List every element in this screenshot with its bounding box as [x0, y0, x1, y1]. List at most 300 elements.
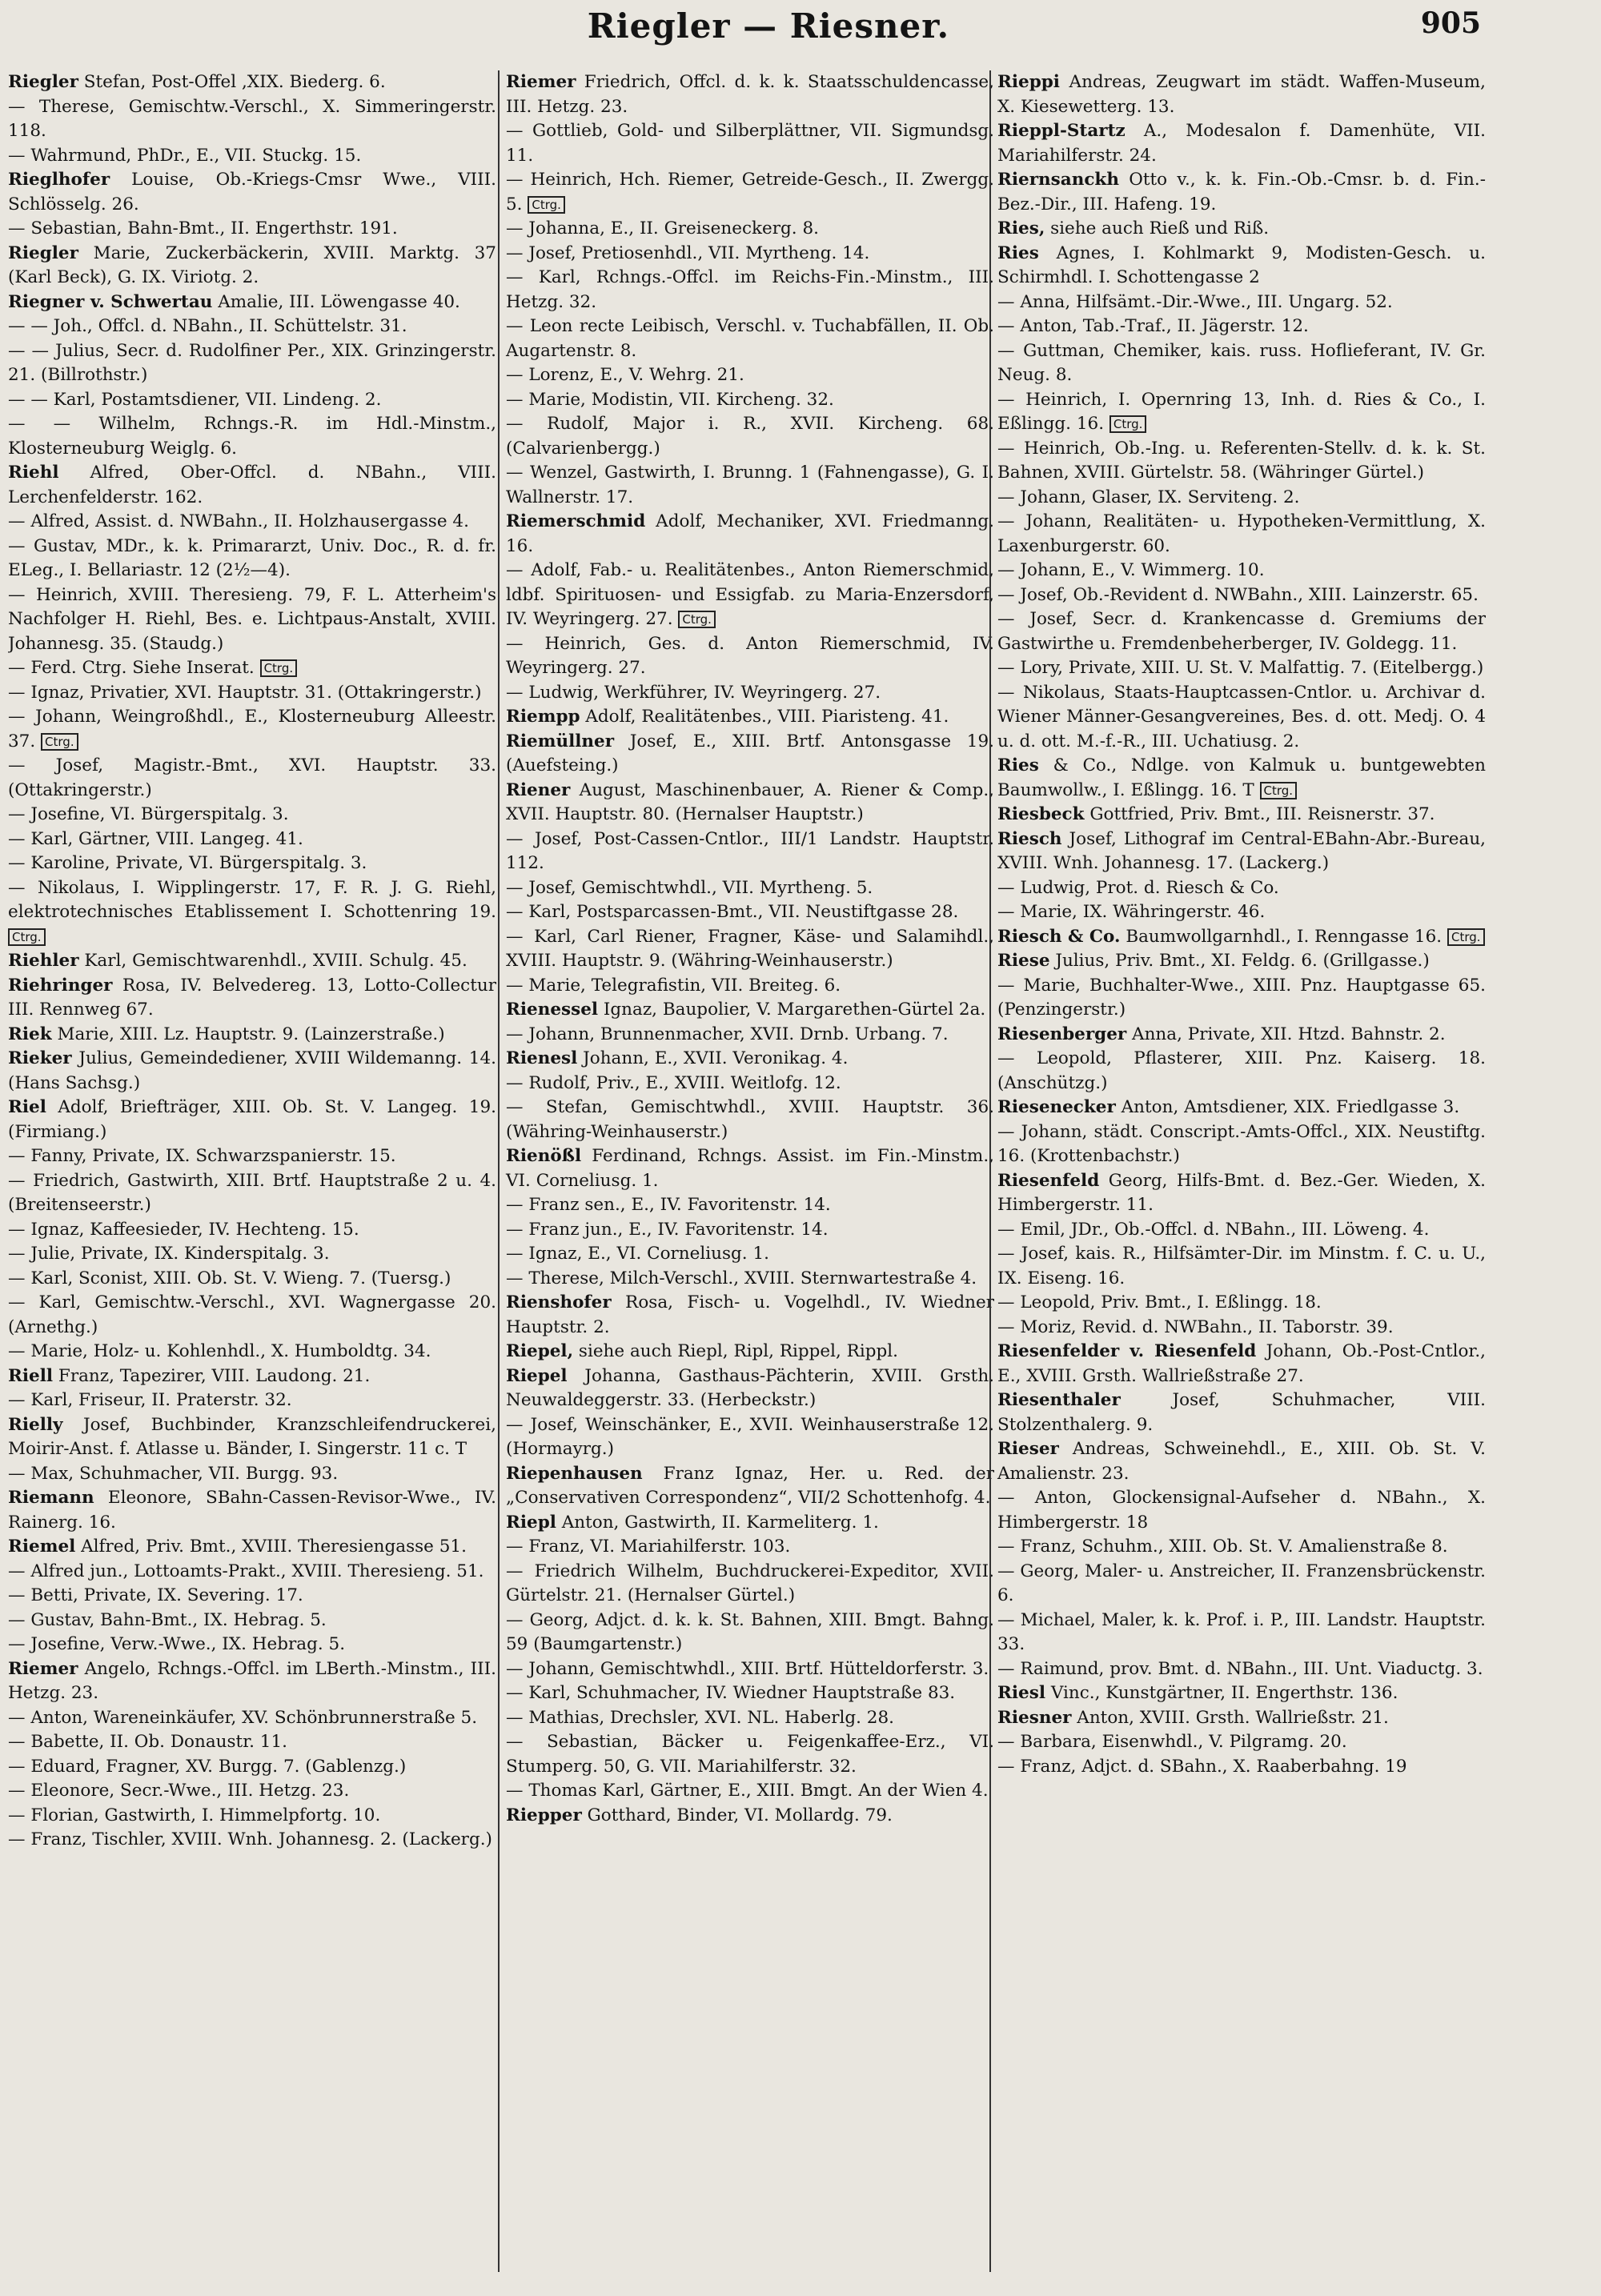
directory-entry [997, 1047, 1486, 1096]
directory-entry [506, 730, 994, 779]
directory-entry [506, 70, 994, 119]
page-number: 905 [1420, 6, 1481, 40]
directory-entry [997, 291, 1486, 315]
entry-text: — Franz, Schuhm., XIII. Ob. St. V. Amalienstraße 8. [997, 1537, 1448, 1557]
directory-entry [997, 217, 1486, 242]
entry-text: — Stefan, Gemischtwhdl., XVIII. Hauptstr. 36. (Währing-Weinhauserstr.) [506, 1097, 994, 1142]
entry-text: — Ludwig, Werkführer, IV. Weyringerg. 27. [506, 682, 881, 703]
entry-surname: Riehler [8, 951, 79, 971]
entry-text: — Karl, Sconist, XIII. Ob. St. V. Wieng. 7. (Tuersg.) [8, 1268, 451, 1288]
entry-text: — Florian, Gastwirth, I. Himmelpfortg. 10. [8, 1805, 381, 1825]
entry-text: — Johann, städt. Conscript.-Amts-Offcl., XIX. Neustiftg. 16. (Krottenbachstr.) [997, 1121, 1486, 1166]
directory-entry [8, 851, 496, 876]
directory-entry [997, 803, 1486, 827]
entry-text: — Josef, Secr. d. Krankencasse d. Gremiums der Gastwirthe u. Fremdenbeherberger, IV. Goldegg. 11. [997, 609, 1486, 654]
entry-text: — Ludwig, Prot. d. Riesch & Co. [997, 877, 1279, 898]
entry-surname: Riel [8, 1097, 46, 1117]
entry-text: — Marie, Modistin, VII. Kircheng. 32. [506, 389, 834, 410]
entry-text: Josef, E., XIII. Brtf. Antonsgasse 19. (Auefsteing.) [506, 731, 994, 775]
directory-entry [506, 168, 994, 217]
directory-entry [506, 876, 994, 901]
entry-text: — Gottlieb, Gold- und Silberplättner, VII. Sigmundsg. 11. [506, 121, 994, 166]
entry-text: — Sebastian, Bäcker u. Feigenkaffee-Erz., VI. Stumperg. 50, G. VII. Mariahilferstr. 32. [506, 1732, 994, 1777]
directory-entry [8, 1242, 496, 1267]
entry-text: — Franz sen., E., IV. Favoritenstr. 14. [506, 1195, 831, 1215]
entry-surname: Rieglhofer [8, 170, 110, 190]
entry-text: Louise, Ob.-Kriegs-Cmsr Wwe., VIII. Schlösselg. 26. [8, 170, 496, 214]
entry-surname: Riemann [8, 1488, 94, 1508]
entry-text: — Franz, VI. Mariahilferstr. 103. [506, 1537, 791, 1557]
entry-surname: Riemer [8, 1658, 78, 1679]
entry-text: — Fanny, Private, IX. Schwarzspanierstr. 15. [8, 1146, 396, 1166]
entry-text: — Thomas Karl, Gärtner, E., XIII. Bmgt. An der Wien 4. [506, 1781, 989, 1801]
entry-text: — Eleonore, Secr.-Wwe., III. Hetzg. 23. [8, 1781, 350, 1801]
directory-entry [997, 1023, 1486, 1048]
entry-text: Andreas, Schweinehdl., E., XIII. Ob. St. V. Amalienstr. 23. [997, 1439, 1486, 1484]
entry-text: — Josef, Gemischtwhdl., VII. Myrtheng. 5. [506, 877, 873, 898]
directory-entry [997, 1657, 1486, 1682]
directory-entry [997, 119, 1486, 168]
directory-entry [8, 705, 496, 754]
entry-text: — Heinrich, Ges. d. Anton Riemerschmid, IV. Weyringerg. 27. [506, 633, 994, 678]
entry-text: Anton, Amtsdiener, XIX. Friedlgasse 3. [1115, 1097, 1460, 1117]
entry-text: Rosa, Fisch- u. Vogelhdl., IV. Wiedner Hauptstr. 2. [506, 1292, 994, 1337]
directory-entry [8, 1486, 496, 1535]
entry-surname: Riesenfelder v. Riesenfeld [997, 1341, 1257, 1361]
entry-text: Marie, XIII. Lz. Hauptstr. 9. (Lainzerstraße.) [51, 1024, 445, 1044]
directory-entry [8, 656, 496, 681]
directory-entry [506, 1242, 994, 1267]
directory-entry [8, 1267, 496, 1292]
directory-entry [506, 925, 994, 974]
entry-surname: Riesch & Co. [997, 926, 1121, 947]
directory-entry [997, 1388, 1486, 1437]
entry-surname: Rienessel [506, 1000, 599, 1020]
entry-text: — — Wilhelm, Rchngs.-R. im Hdl.-Minstm., Klosterneuburg Weiglg. 6. [8, 414, 496, 459]
directory-entry [8, 70, 496, 95]
entry-text: — Johann, Brunnenmacher, XVII. Drnb. Urbang. 7. [506, 1024, 949, 1044]
entry-surname: Riesenberger [997, 1024, 1127, 1044]
directory-entry [506, 705, 994, 730]
directory-entry [506, 461, 994, 510]
entry-text: — Heinrich, Ob.-Ing. u. Referenten-Stellv. d. k. k. St. Bahnen, XVIII. Gürtelstr. 58. (Währinger Gürtel.) [997, 438, 1486, 483]
ctrg-badge: Ctrg. [8, 928, 46, 946]
entry-text: — Johann, Weingroßhdl., E., Klosterneuburg Alleestr. 37. [8, 707, 496, 751]
entry-text: Josef, Buchbinder, Kranzschleifendruckerei, Moirir-Anst. f. Atlasse u. Bänder, I. Singerstr. 11 c. T [8, 1414, 496, 1459]
directory-entry [8, 242, 496, 291]
entry-surname: Riepenhausen [506, 1463, 643, 1484]
directory-entry [8, 1388, 496, 1413]
directory-entry [8, 1364, 496, 1389]
entry-text: — Gustav, MDr., k. k. Primararzt, Univ. Doc., R. d. fr. ELeg., I. Bellariastr. 12 (2½—4). [8, 535, 496, 580]
directory-entry [506, 1047, 994, 1072]
directory-entry [997, 876, 1486, 901]
entry-text: — Karl, Friseur, II. Praterstr. 32. [8, 1390, 292, 1410]
directory-entry [997, 70, 1486, 119]
directory-entry [8, 291, 496, 315]
entry-text: — Heinrich, Hch. Riemer, Getreide-Gesch., II. Zwergg. 5. [506, 170, 994, 214]
entry-text: — Karl, Postsparcassen-Bmt., VII. Neustiftgasse 28. [506, 902, 959, 922]
directory-entry [997, 510, 1486, 559]
directory-entry [8, 1096, 496, 1144]
entry-text: — Rudolf, Major i. R., XVII. Kircheng. 68. (Calvarienbergg.) [506, 414, 994, 459]
directory-entry [997, 315, 1486, 339]
entry-text: Anton, XVIII. Grsth. Wallrießstr. 21. [1071, 1707, 1389, 1728]
entry-text: Andreas, Zeugwart im städt. Waffen-Museum, X. Kiesewetterg. 13. [997, 72, 1486, 117]
directory-entry [506, 388, 994, 413]
directory-entry [506, 119, 994, 168]
entry-text: — — Joh., Offcl. d. NBahn., II. Schüttelstr. 31. [8, 316, 407, 336]
directory-entry [8, 1657, 496, 1706]
entry-text: — Josef, Ob.-Revident d. NWBahn., XIII. Lainzerstr. 65. [997, 584, 1479, 605]
entry-text: Adolf, Realitätenbes., VIII. Piaristeng. 41. [580, 707, 949, 727]
entry-text: Johann, Ob.-Post-Cntlor., E., XVIII. Grsth. Wallrießstraße 27. [997, 1341, 1486, 1386]
directory-entry [8, 1755, 496, 1780]
directory-entry [506, 1804, 994, 1829]
entry-text: Friedrich, Offcl. d. k. k. Staatsschuldencasse, III. Hetzg. 23. [506, 72, 994, 117]
directory-entry [506, 1364, 994, 1413]
entry-surname: Riesner [997, 1707, 1072, 1728]
directory-entry [997, 681, 1486, 755]
directory-entry [506, 1511, 994, 1536]
entry-surname: Riesenecker [997, 1097, 1116, 1117]
entry-text: Franz, Tapezirer, VIII. Laudong. 21. [53, 1365, 371, 1386]
entry-surname: Riesbeck [997, 804, 1085, 824]
entry-text: — Franz, Adjct. d. SBahn., X. Raaberbahng. 19 [997, 1756, 1407, 1777]
directory-entry [997, 1486, 1486, 1535]
directory-entry [997, 1437, 1486, 1486]
entry-text: — Leopold, Pflasterer, XIII. Pnz. Kaiserg. 18. (Anschützg.) [997, 1048, 1486, 1093]
entry-text: — Marie, Buchhalter-Wwe., XIII. Pnz. Hauptgasse 65. (Penzingerstr.) [997, 975, 1486, 1020]
directory-entry [997, 1169, 1486, 1218]
directory-entry [506, 1023, 994, 1048]
entry-text: — Marie, IX. Währingerstr. 46. [997, 902, 1266, 922]
entry-text: — Julie, Private, IX. Kinderspitalg. 3. [8, 1244, 330, 1264]
entry-text: — Adolf, Fab.- u. Realitätenbes., Anton Riemerschmid, ldbf. Spirituosen- und Essigfab. zu Maria-Enzersdorf, IV. Weyringerg. 27. [506, 560, 994, 629]
entry-surname: Riegler [8, 72, 78, 92]
entry-text: — Karoline, Private, VI. Bürgerspitalg. 3. [8, 853, 367, 873]
directory-entry [997, 388, 1486, 437]
entry-text: — Georg, Maler- u. Anstreicher, II. Franzensbrückenstr. 6. [997, 1561, 1486, 1605]
entry-text: — Gustav, Bahn-Bmt., IX. Hebrag. 5. [8, 1609, 327, 1630]
directory-entry [997, 925, 1486, 950]
ctrg-badge: Ctrg. [528, 196, 565, 214]
directory-entry [997, 1096, 1486, 1120]
entry-surname: Riemel [8, 1537, 76, 1557]
directory-entry [506, 1462, 994, 1511]
column-2 [498, 70, 994, 2272]
entry-text: — Anton, Wareneinkäufer, XV. Schönbrunnerstraße 5. [8, 1707, 478, 1728]
entry-text: Alfred, Priv. Bmt., XVIII. Theresiengasse 51. [75, 1537, 467, 1557]
entry-text: — Wenzel, Gastwirth, I. Brunng. 1 (Fahnengasse), G. I. Wallnerstr. 17. [506, 463, 994, 507]
entry-text: — Babette, II. Ob. Donaustr. 11. [8, 1732, 287, 1752]
directory-entry [8, 339, 496, 388]
directory-entry [8, 510, 496, 535]
entry-surname: Riempp [506, 707, 580, 727]
directory-entry [506, 974, 994, 999]
directory-entry [506, 1340, 994, 1364]
entry-surname: Riepl [506, 1512, 556, 1533]
directory-entry [997, 827, 1486, 876]
directory-entry [8, 1169, 496, 1218]
entry-surname: Rienößl [506, 1146, 582, 1166]
entry-text: Johann, E., XVII. Veronikag. 4. [577, 1048, 849, 1068]
entry-text: — Barbara, Eisenwhdl., V. Pilgramg. 20. [997, 1732, 1347, 1752]
directory-entry [997, 168, 1486, 217]
entry-text: — Josef, Pretiosenhdl., VII. Myrtheng. 14. [506, 242, 870, 263]
entry-text: Franz Ignaz, Her. u. Red. der „Conservativen Correspondenz“, VII/2 Schottenhofg. 4. [506, 1463, 994, 1508]
entry-surname: Riegler [8, 242, 78, 263]
directory-entry [997, 974, 1486, 1023]
directory-entry [506, 900, 994, 925]
entry-text: — Karl, Gärtner, VIII. Langeg. 41. [8, 828, 303, 849]
directory-entry [997, 1706, 1486, 1731]
directory-entry [8, 1291, 496, 1340]
entry-text: — Moriz, Revid. d. NWBahn., II. Taborstr. 39. [997, 1316, 1394, 1337]
directory-entry [506, 1413, 994, 1462]
entry-text: — Josef, Magistr.-Bmt., XVI. Hauptstr. 33. (Ottakringerstr.) [8, 755, 496, 800]
entry-text: — Emil, JDr., Ob.-Offcl. d. NBahn., III. Löweng. 4. [997, 1219, 1430, 1240]
directory-entry [8, 1218, 496, 1243]
entry-surname: Riegner v. Schwertau [8, 291, 213, 312]
directory-entry [8, 1609, 496, 1633]
entry-text: Angelo, Rchngs.-Offcl. im LBerth.-Minstm., III. Hetzg. 23. [8, 1658, 496, 1703]
column-1 [8, 70, 496, 2272]
entry-text: — Ignaz, E., VI. Corneliusg. 1. [506, 1244, 769, 1264]
entry-text: — Franz, Tischler, XVIII. Wnh. Johannesg. 2. (Lackerg.) [8, 1829, 492, 1849]
directory-entry [8, 217, 496, 242]
entry-text: — Heinrich, XVIII. Theresieng. 79, F. L. Atterheim's Nachfolger H. Riehl, Bes. e. Lichtpaus-Anstalt, XVIII. Johannesg. 35. (Staudg.) [8, 584, 496, 654]
entry-text: — Mathias, Drechsler, XVI. NL. Haberlg. 28. [506, 1707, 894, 1728]
entry-surname: Rieppi [997, 72, 1060, 92]
entry-text: — Marie, Telegrafistin, VII. Breiteg. 6. [506, 975, 841, 996]
directory-entry [506, 1218, 994, 1243]
directory-entry [997, 900, 1486, 925]
directory-entry [506, 1706, 994, 1731]
entry-text: — Wahrmund, PhDr., E., VII. Stuckg. 15. [8, 145, 362, 166]
entry-text: Gotthard, Binder, VI. Mollardg. 79. [581, 1805, 893, 1825]
entry-text: August, Maschinenbauer, A. Riener & Comp., XVII. Hauptstr. 80. (Hernalser Hauptstr.) [506, 779, 994, 824]
directory-entry [506, 779, 994, 827]
directory-entry [8, 1633, 496, 1657]
directory-entry [506, 998, 994, 1023]
entry-text: Marie, Zuckerbäckerin, XVIII. Marktg. 37 (Karl Beck), G. IX. Viriotg. 2. [8, 242, 496, 287]
entry-text: — Sebastian, Bahn-Bmt., II. Engerthstr. 191. [8, 218, 398, 238]
entry-text: — Leopold, Priv. Bmt., I. Eßlingg. 18. [997, 1292, 1322, 1312]
directory-entry [506, 1730, 994, 1779]
entry-surname: Riemer [506, 72, 576, 92]
directory-entry [8, 1462, 496, 1487]
entry-text: — Georg, Adjct. d. k. k. St. Bahnen, XIII. Bmgt. Bahng. 59 (Baumgartenstr.) [506, 1609, 994, 1654]
directory-entry [8, 168, 496, 217]
directory-entry [8, 1144, 496, 1169]
directory-entry [8, 95, 496, 144]
entry-text: — Johann, Glaser, IX. Serviteng. 2. [997, 487, 1300, 507]
entry-text: — Nikolaus, Staats-Hauptcassen-Cntlor. u. Archivar d. Wiener Männer-Gesangvereines, Bes. d. ott. Medj. O. 4 u. d. ott. M.-f.-R., III. Uchatiusg. 2. [997, 682, 1486, 751]
entry-text: — Johanna, E., II. Greiseneckerg. 8. [506, 218, 819, 238]
directory-entry [506, 1072, 994, 1096]
entry-surname: Riepper [506, 1805, 582, 1825]
directory-entry [8, 1804, 496, 1829]
directory-entry [506, 1267, 994, 1292]
directory-entry [8, 876, 496, 950]
entry-surname: Riese [997, 951, 1050, 971]
entry-surname: Rienshofer [506, 1292, 612, 1312]
entry-text: — Max, Schuhmacher, VII. Burgg. 93. [8, 1463, 339, 1484]
entry-surname: Riepel, [506, 1341, 574, 1361]
directory-entry [8, 388, 496, 413]
entry-surname: Riernsanckh [997, 170, 1119, 190]
entry-surname: Riehringer [8, 975, 113, 996]
entry-text: — Friedrich Wilhelm, Buchdruckerei-Expeditor, XVII. Gürtelstr. 21. (Hernalser Gürtel.) [506, 1561, 994, 1605]
directory-entry [506, 1681, 994, 1706]
entry-surname: Rienesl [506, 1048, 578, 1068]
entry-text: Amalie, III. Löwengasse 40. [212, 291, 460, 312]
directory-entry [997, 437, 1486, 486]
entry-surname: Rieker [8, 1048, 72, 1068]
entry-text: A., Modesalon f. Damenhüte, VII. Mariahilferstr. 24. [997, 121, 1486, 166]
directory-entry [997, 1535, 1486, 1560]
entry-text: Vinc., Kunstgärtner, II. Engerthstr. 136. [1045, 1683, 1398, 1703]
directory-entry [8, 1560, 496, 1585]
entry-text: Eleonore, SBahn-Cassen-Revisor-Wwe., IV. Rainerg. 16. [8, 1488, 496, 1533]
entry-text: — Raimund, prov. Bmt. d. NBahn., III. Unt. Viaductg. 3. [997, 1658, 1483, 1679]
entry-text: — Marie, Holz- u. Kohlenhdl., X. Humboldtg. 34. [8, 1341, 431, 1361]
entry-text: Julius, Gemeindediener, XVIII Wildemanng. 14. (Hans Sachsg.) [8, 1048, 496, 1093]
directory-entry [506, 1609, 994, 1657]
directory-entry [8, 1535, 496, 1560]
entry-surname: Ries, [997, 218, 1045, 238]
directory-entry [997, 1560, 1486, 1609]
entry-text: Baumwollgarnhdl., I. Renngasse 16. [1120, 926, 1443, 947]
directory-entry [506, 681, 994, 706]
directory-entry [8, 754, 496, 803]
entry-text: — Ignaz, Privatier, XVI. Hauptstr. 31. (Ottakringerstr.) [8, 682, 482, 703]
entry-text: — Alfred jun., Lottoamts-Prakt., XVIII. Theresieng. 51. [8, 1561, 484, 1581]
entry-text: — Josef, Post-Cassen-Cntlor., III/1 Landstr. Hauptstr. 112. [506, 828, 994, 873]
entry-surname: Riesenfeld [997, 1170, 1100, 1191]
entry-text: — Johann, Realitäten- u. Hypotheken-Vermittlung, X. Laxenburgerstr. 60. [997, 511, 1486, 556]
entry-text: Stefan, Post-Offel ,XIX. Biederg. 6. [78, 72, 386, 92]
entry-text: Karl, Gemischtwarenhdl., XVIII. Schulg. 45. [78, 951, 467, 971]
directory-entry [506, 266, 994, 315]
entry-text: — Josef, Weinschänker, E., XVII. Weinhauserstraße 12. (Hormayrg.) [506, 1414, 994, 1459]
entry-text: — Anton, Tab.-Traf., II. Jägerstr. 12. [997, 316, 1309, 336]
directory-entry [997, 1120, 1486, 1169]
entry-text: — Rudolf, Priv., E., XVIII. Weitlofg. 12. [506, 1072, 841, 1093]
directory-entry [8, 949, 496, 974]
directory-entry [506, 217, 994, 242]
directory-entry [997, 1755, 1486, 1780]
directory-entry [8, 1340, 496, 1364]
directory-entry [8, 1706, 496, 1731]
entry-text: Anton, Gastwirth, II. Karmeliterg. 1. [556, 1512, 879, 1533]
directory-entry [506, 1560, 994, 1609]
entry-text: — — Julius, Secr. d. Rudolfiner Per., XIX. Grinzingerstr. 21. (Billrothstr.) [8, 340, 496, 385]
entry-text: — Karl, Carl Riener, Fragner, Käse- und Salamihdl., XVIII. Hauptstr. 9. (Währing-Weinhauserstr.) [506, 926, 994, 971]
ctrg-badge: Ctrg. [678, 611, 716, 628]
entry-surname: Rieppl-Startz [997, 121, 1126, 141]
entry-surname: Riemüllner [506, 731, 615, 751]
entry-text: — Eduard, Fragner, XV. Burgg. 7. (Gablenzg.) [8, 1756, 407, 1777]
entry-text: — Anton, Glockensignal-Aufseher d. NBahn., X. Himbergerstr. 18 [997, 1488, 1486, 1533]
entry-text: — Therese, Milch-Verschl., XVIII. Sternwartestraße 4. [506, 1268, 977, 1288]
entry-text: — Josefine, VI. Bürgerspitalg. 3. [8, 804, 289, 824]
directory-entry [506, 632, 994, 681]
entry-text: — Michael, Maler, k. k. Prof. i. P., III. Landstr. Hauptstr. 33. [997, 1609, 1486, 1654]
entry-text: — Josef, kais. R., Hilfsämter-Dir. im Minstm. f. C. u. U., IX. Eiseng. 16. [997, 1244, 1486, 1288]
directory-entry [506, 827, 994, 876]
entry-surname: Riesch [997, 828, 1062, 849]
ctrg-badge: Ctrg. [41, 733, 78, 751]
entry-text: — Leon recte Leibisch, Verschl. v. Tuchabfällen, II. Ob. Augartenstr. 8. [506, 316, 994, 361]
entry-surname: Riesenthaler [997, 1390, 1121, 1410]
directory-entry [997, 656, 1486, 681]
directory-entry [506, 1657, 994, 1682]
entry-surname: Rieser [997, 1439, 1059, 1459]
directory-entry [8, 1413, 496, 1462]
entry-surname: Riell [8, 1365, 54, 1386]
entry-text: Agnes, I. Kohlmarkt 9, Modisten-Gesch. u. Schirmhdl. I. Schottengasse 2 [997, 242, 1486, 287]
entry-surname: Riepel [506, 1365, 568, 1386]
directory-entry [506, 242, 994, 266]
entry-text: — Alfred, Assist. d. NWBahn., II. Holzhausergasse 4. [8, 511, 469, 531]
directory-entry [506, 559, 994, 632]
directory-entry [506, 363, 994, 388]
ctrg-badge: Ctrg. [1447, 928, 1485, 946]
entry-text: siehe auch Rieß und Riß. [1045, 218, 1270, 238]
directory-entry [997, 339, 1486, 388]
ctrg-badge: Ctrg. [1260, 782, 1298, 799]
entry-text: — Nikolaus, I. Wipplingerstr. 17, F. R. J. G. Riehl, elektrotechnisches Etablissement I. Schottenring 19. [8, 877, 496, 922]
entry-surname: Riener [506, 779, 571, 800]
directory-entry [997, 1340, 1486, 1388]
directory-entry [997, 1609, 1486, 1657]
directory-entry [506, 1535, 994, 1560]
entry-text: — — Karl, Postamtsdiener, VII. Lindeng. 2. [8, 389, 382, 410]
directory-entry [8, 1779, 496, 1804]
entry-text: Georg, Hilfs-Bmt. d. Bez.-Ger. Wieden, X. Himbergerstr. 11. [997, 1170, 1486, 1215]
entry-text: — Karl, Rchngs.-Offcl. im Reichs-Fin.-Minstm., III. Hetzg. 32. [506, 267, 994, 312]
entry-text: — Josefine, Verw.-Wwe., IX. Hebrag. 5. [8, 1634, 346, 1654]
directory-entry [8, 535, 496, 583]
directory-entry [997, 1681, 1486, 1706]
directory-entry [506, 1144, 994, 1193]
entry-text: Alfred, Ober-Offcl. d. NBahn., VIII. Lerchenfelderstr. 162. [8, 463, 496, 507]
entry-text: Ferdinand, Rchngs. Assist. im Fin.-Minstm., VI. Corneliusg. 1. [506, 1146, 994, 1191]
directory-entry [997, 583, 1486, 608]
entry-text: — Friedrich, Gastwirth, XIII. Brtf. Hauptstraße 2 u. 4. (Breitenseerstr.) [8, 1170, 496, 1215]
entry-text: Adolf, Mechaniker, XVI. Friedmanng. 16. [506, 511, 994, 556]
entry-text: — Therese, Gemischtw.-Verschl., X. Simmeringerstr. 118. [8, 96, 496, 141]
entry-text: — Johann, Gemischtwhdl., XIII. Brtf. Hütteldorferstr. 3. [506, 1658, 989, 1679]
directory-entry [997, 949, 1486, 974]
running-head: Riegler — Riesner. [587, 6, 950, 46]
entry-surname: Rielly [8, 1414, 63, 1435]
directory-entry [8, 461, 496, 510]
entry-text: Ignaz, Baupolier, V. Margarethen-Gürtel 2a. [598, 1000, 986, 1020]
entry-surname: Ries [997, 755, 1039, 775]
entry-text: — Lorenz, E., V. Wehrg. 21. [506, 365, 744, 385]
entry-text: — Anna, Hilfsämt.-Dir.-Wwe., III. Ungarg. 52. [997, 291, 1393, 312]
directory-entry [8, 681, 496, 706]
column-3 [989, 70, 1486, 2272]
directory-entry [997, 559, 1486, 583]
entry-text: Rosa, IV. Belvedereg. 13, Lotto-Collectur III. Rennweg 67. [8, 975, 496, 1020]
page-header [0, 6, 1601, 54]
directory-entry [8, 1730, 496, 1755]
entry-surname: Riesl [997, 1683, 1045, 1703]
